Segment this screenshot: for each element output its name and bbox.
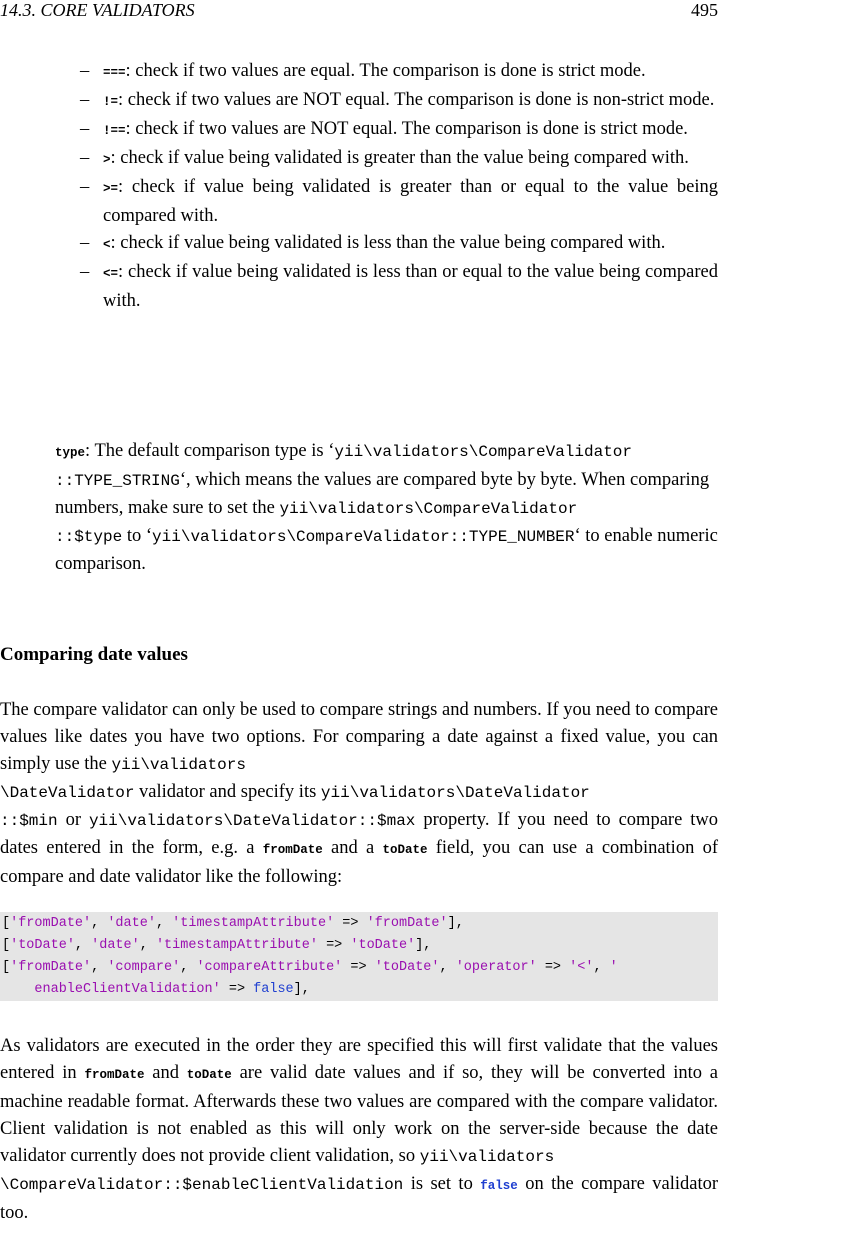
header-section: 14.3. CORE VALIDATORS <box>0 0 195 20</box>
operator-code: !== <box>103 124 126 138</box>
list-item: – >: check if value being validated is greater than the value being compared with. <box>80 148 689 168</box>
inline-code: yii\validators\DateValidator::$max <box>88 812 416 830</box>
paragraph: The compare validator can only be used to compare strings and numbers. If you need to compare values like dates you have two options. For comparing a date against a fixed value, you can simply use the yii\validators \DateValidator validator and specify its yii\validators\DateValidator ::$min or yii\validators\DateValidator::$max property. If you need to compare two dates entered in the form, e.g. a fromDate and a toDate field, you can use a combination of compare and date validator like the following: <box>0 700 718 887</box>
inline-code: yii\validators\CompareValidator <box>334 443 633 461</box>
operator-desc: : check if value being validated is less than the value being compared with. <box>110 233 666 253</box>
operator-desc: : check if value being validated is greater than the value being compared with. <box>110 148 689 168</box>
operator-desc: : check if value being validated is less than or equal to the value being compared with. <box>103 262 718 311</box>
operator-list <box>80 58 718 315</box>
inline-code: yii\validators <box>419 1148 555 1166</box>
list-item: – <: check if value being validated is less than the value being compared with. <box>80 233 666 253</box>
operator-desc: : check if two values are NOT equal. The comparison is done is non-strict mode. <box>118 90 715 110</box>
inline-code: false <box>480 1179 518 1193</box>
inline-code: \DateValidator <box>0 784 135 802</box>
inline-code: yii\validators <box>111 756 246 774</box>
inline-code: type <box>55 446 86 460</box>
inline-code: fromDate <box>84 1068 145 1082</box>
code-line: ['toDate', 'date', 'timestampAttribute' => 'toDate'], <box>2 938 432 953</box>
list-item: – !==: check if two values are NOT equal. The comparison is done is strict mode. <box>80 119 688 139</box>
code-block <box>0 912 718 1001</box>
inline-code: toDate <box>186 1068 232 1082</box>
paragraph: As validators are executed in the order they are specified this will first validate that the values entered in fromDate and toDate are valid date values and if so, they will be converted into a machine readable format. Afterwards these two values are compared with the compare validator. Client validation is not enabled as this will only work on the server-side because the date validator currently does not provide client validation, so yii\validators \CompareValidator::$enableClientValidation is set to false on the compare validator too. <box>0 1036 718 1223</box>
inline-code: ::$min <box>0 812 58 830</box>
section-heading: Comparing date values <box>0 644 188 665</box>
inline-code: ::$type <box>55 528 123 546</box>
operator-code: >= <box>103 182 119 196</box>
operator-code: <= <box>103 267 119 281</box>
code-line: ['fromDate', 'compare', 'compareAttribute' => 'toDate', 'operator' => '<', ' <box>2 960 618 975</box>
running-header <box>0 0 718 22</box>
inline-code: ::TYPE_STRING <box>55 472 180 490</box>
inline-code: yii\validators\CompareValidator <box>279 500 578 518</box>
list-item: – !=: check if two values are NOT equal. The comparison is done is non-strict mode. <box>80 90 715 110</box>
list-item: – >=: check if value being validated is greater than or equal to the value being compared with. <box>80 177 718 226</box>
operator-code: > <box>103 153 111 167</box>
inline-code: yii\validators\CompareValidator::TYPE_NUMBER <box>152 528 575 546</box>
operator-desc: : check if two values are equal. The comparison is done is strict mode. <box>125 61 646 81</box>
list-item: – <=: check if value being validated is less than or equal to the value being compared with. <box>80 262 718 311</box>
inline-code: yii\validators\DateValidator <box>320 784 590 802</box>
inline-code: fromDate <box>262 843 323 857</box>
inline-code: \CompareValidator::$enableClientValidation <box>0 1176 404 1194</box>
operator-desc: : check if two values are NOT equal. The comparison is done is strict mode. <box>125 119 688 139</box>
operator-code: != <box>103 95 119 109</box>
list-item: – ===: check if two values are equal. The comparison is done is strict mode. <box>80 61 646 81</box>
code-line: ['fromDate', 'date', 'timestampAttribute' => 'fromDate'], <box>2 916 464 931</box>
header-page-number: 495 <box>691 0 718 20</box>
operator-code: === <box>103 66 126 80</box>
operator-desc: : check if value being validated is greater than or equal to the value being compared with. <box>103 177 718 226</box>
operator-code: < <box>103 238 111 252</box>
inline-code: toDate <box>382 843 428 857</box>
type-description: type: The default comparison type is ‘yii\validators\CompareValidator ::TYPE_STRING‘, which means the values are compared byte by byte. When comparing numbers, make sure to set the yii\validators\CompareValidator ::$type to ‘yii\validators\CompareValidator::TYPE_NUMBER‘ to enable numeric comparison. <box>55 441 718 574</box>
code-line: enableClientValidation' => false], <box>34 982 310 997</box>
